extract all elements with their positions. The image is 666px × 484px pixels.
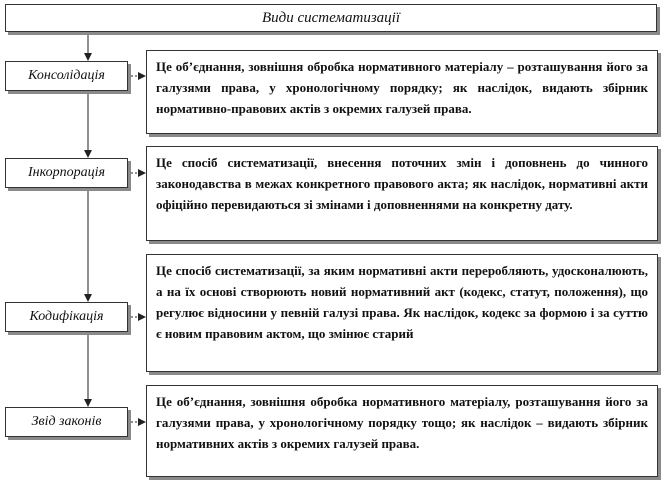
type-code-of-laws: Звід законів [5,407,128,437]
desc-consolidation: Це об’єднання, зовнішня обробка нормативного матеріалу – розташування його за галузями права, у хронологічному порядку; як наслідок, видають збірник нормативно-правових актів з окремих галузей права. [146,50,658,134]
type-codification: Кодифікація [5,302,128,332]
type-consolidation: Консолідація [5,61,128,91]
desc-incorporation: Це спосіб систематизації, внесення поточних змін і доповнень до чинного законодавства в межах конкретного правового акта; як наслідок, нормативні акти офіційно перевидаються зі змінами і доповненнями на конкретну дату. [146,146,658,241]
desc-codification: Це спосіб систематизації, за яким нормативні акти переробляють, удосконалюють, а на їх основі створюють новий нормативний акт (кодекс, статут, положення), що регулює відносини у певній галузі права. Як наслідок, кодекс за формою і за суттю є новим правовим актом, що змінює старий [146,254,658,372]
type-incorporation: Інкорпорація [5,158,128,188]
desc-code-of-laws: Це об’єднання, зовнішня обробка нормативного матеріалу, розташування його за галузями права, у хронологічному порядку тощо; як наслідок – видають збірник нормативних актів з окремих галузей права. [146,385,658,477]
diagram-title: Види систематизації [5,4,657,32]
